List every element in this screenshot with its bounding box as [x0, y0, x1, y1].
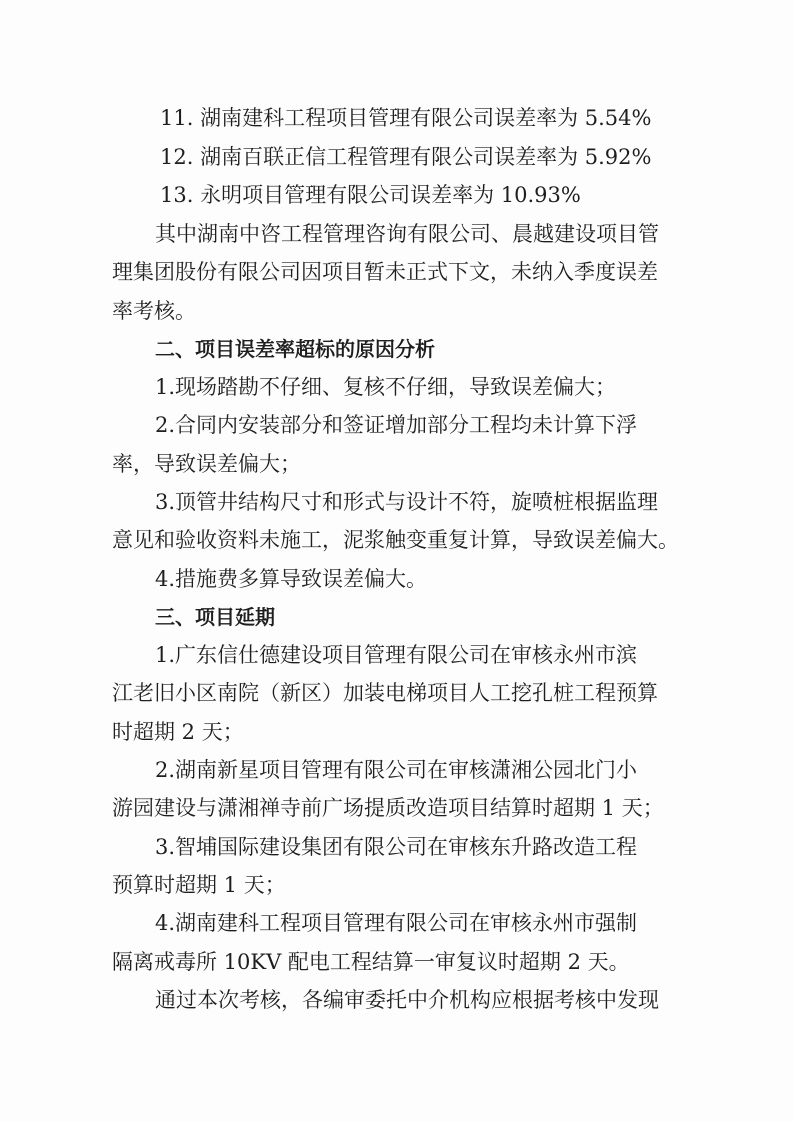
text-line-12: 意见和验收资料未施工，泥浆触变重复计算，导致误差偏大。 [112, 528, 679, 552]
text-line-22: 4.湖南建科工程项目管理有限公司在审核永州市强制 [155, 911, 638, 935]
text-line-1: 11. 湖南建科工程项目管理有限公司误差率为 5.54% [160, 106, 652, 130]
text-line-6: 率考核。 [112, 299, 196, 323]
text-line-15: 1.广东信仕德建设项目管理有限公司在审核永州市滨 [155, 643, 638, 667]
text-line-18: 2.湖南新星项目管理有限公司在审核潇湘公园北门小 [155, 758, 638, 782]
text-line-10: 率，导致误差偏大； [112, 452, 301, 476]
text-line-17: 时超期 2 天； [112, 720, 244, 744]
text-line-16: 江老旧小区南院（新区）加装电梯项目人工挖孔桩工程预算 [112, 681, 658, 705]
section-heading-3: 三、项目延期 [155, 605, 275, 629]
text-line-3: 13. 永明项目管理有限公司误差率为 10.93% [160, 183, 581, 207]
text-line-4: 其中湖南中咨工程管理咨询有限公司、晨越建设项目管 [155, 222, 659, 246]
text-line-11: 3.顶管井结构尺寸和形式与设计不符，旋喷桩根据监理 [155, 490, 659, 514]
text-line-2: 12. 湖南百联正信工程管理有限公司误差率为 5.92% [160, 145, 652, 169]
text-line-21: 预算时超期 1 天； [112, 873, 286, 897]
section-heading-2: 二、项目误差率超标的原因分析 [155, 337, 435, 361]
text-line-8: 1.现场踏勘不仔细、复核不仔细，导致误差偏大； [155, 375, 617, 399]
text-line-20: 3.智埔国际建设集团有限公司在审核东升路改造工程 [155, 835, 638, 859]
text-line-5: 理集团股份有限公司因项目暂未正式下文，未纳入季度误差 [112, 260, 658, 284]
text-line-13: 4.措施费多算导致误差偏大。 [155, 567, 428, 591]
text-line-23: 隔离戒毒所 10KV 配电工程结算一审复议时超期 2 天。 [112, 950, 630, 974]
text-line-9: 2.合同内安装部分和签证增加部分工程均未计算下浮 [155, 413, 638, 437]
text-line-19: 游园建设与潇湘禅寺前广场提质改造项目结算时超期 1 天； [112, 796, 664, 820]
text-line-24: 通过本次考核，各编审委托中介机构应根据考核中发现 [155, 988, 659, 1012]
